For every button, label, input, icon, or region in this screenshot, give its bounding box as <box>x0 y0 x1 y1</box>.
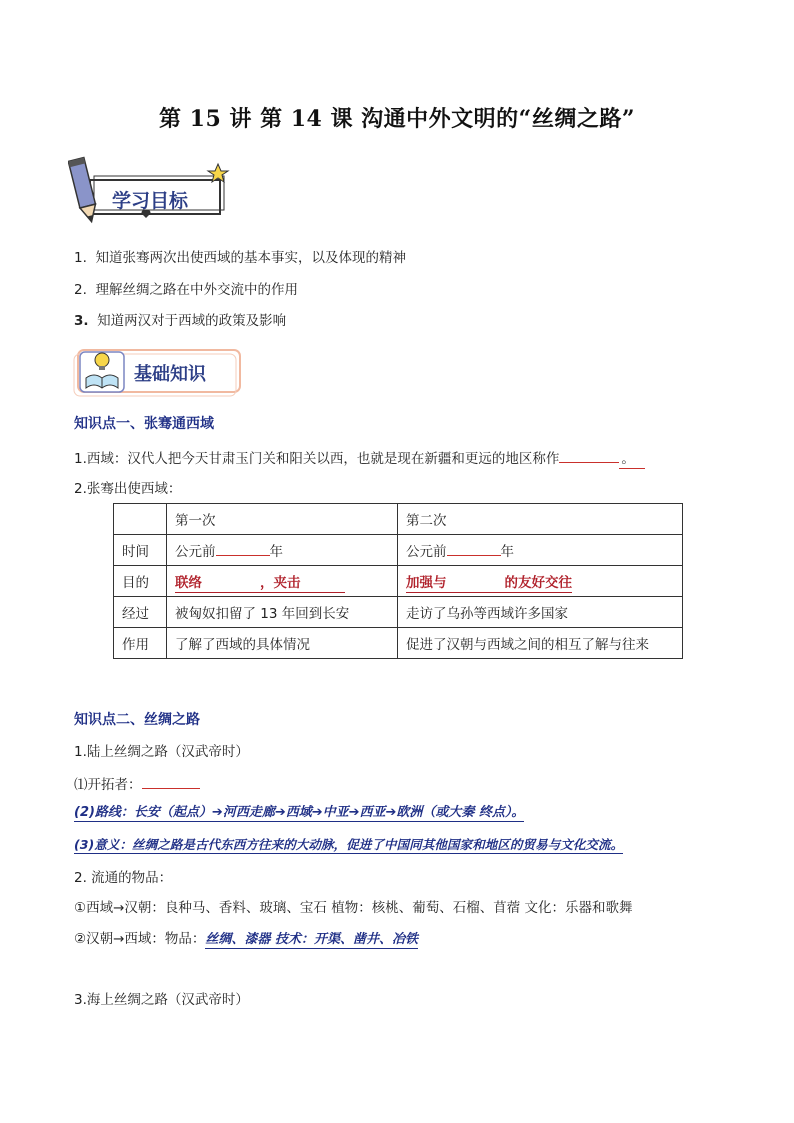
basic-knowledge-badge <box>72 346 244 398</box>
table-cell: 促进了汉朝与西域之间的相互了解与往来 <box>398 628 683 659</box>
table-cell: 加强与 的友好交往 <box>398 566 683 597</box>
table-cell: 联络 ，夹击 <box>167 566 398 597</box>
learning-goals-label: 学习目标 <box>112 190 189 212</box>
table-cell: 公元前 年 <box>398 535 683 566</box>
table-cell <box>114 504 167 535</box>
table-row <box>114 628 683 659</box>
k2-heading: 知识点二、丝绸之路 <box>74 712 200 728</box>
k1-heading: 知识点一、张骞通西域 <box>74 416 214 432</box>
table-cell: 了解了西域的具体情况 <box>167 628 398 659</box>
goal-item-1: 1. 知道张骞两次出使西域的基本事实，以及体现的精神 <box>74 250 406 266</box>
route-line: (2)路线：长安（起点）➔河西走廊➔西域➔中亚➔西亚➔欧洲（或大秦 终点）。 <box>74 805 525 820</box>
basic-knowledge-label: 基础知识 <box>134 364 206 385</box>
k1-item2: 2.张骞出使西域： <box>74 481 182 497</box>
table-row <box>114 597 683 628</box>
meaning-line: (3)意义：丝绸之路是古代东西方往来的大动脉，促进了中国同其他国家和地区的贸易与文化交流。 <box>74 837 624 852</box>
table-header: 第二次 <box>398 504 683 535</box>
answer-blank[interactable] <box>216 541 270 556</box>
zhang-qian-table <box>113 503 683 659</box>
row-label: 目的 <box>114 566 167 597</box>
table-cell: 公元前 年 <box>167 535 398 566</box>
goods-heading: 2. 流通的物品： <box>74 870 173 886</box>
answer-blank[interactable] <box>142 774 200 789</box>
land-silk-road: 1.陆上丝绸之路（汉武帝时） <box>74 744 249 760</box>
table-row <box>114 566 683 597</box>
table-cell: 被匈奴扣留了 13 年回到长安 <box>167 597 398 628</box>
page-title: 第 15 讲 第 14 课 沟通中外文明的“丝绸之路” <box>159 106 635 132</box>
table-header: 第一次 <box>167 504 398 535</box>
goal-item-3: 3. 知道两汉对于西域的政策及影响 <box>74 313 287 329</box>
han-to-west-line: ②汉朝→西域：物品：丝绸、漆器 技术：开渠、凿井、冶铁 <box>74 931 418 947</box>
west-to-han-line: ①西域→汉朝：良种马、香料、玻璃、宝石 植物：核桃、葡萄、石榴、苜蓿 文化：乐器和歌舞 <box>74 900 633 916</box>
sea-silk-road: 3.海上丝绸之路（汉武帝时） <box>74 992 249 1008</box>
learning-goals-badge <box>68 156 230 230</box>
table-cell: 走访了乌孙等西域许多国家 <box>398 597 683 628</box>
answer-blank[interactable] <box>559 448 619 463</box>
table-row <box>114 535 683 566</box>
answer-blank[interactable] <box>447 541 501 556</box>
row-label: 时间 <box>114 535 167 566</box>
k1-item1: 1.西域：汉代人把今天甘肃玉门关和阳关以西，也就是现在新疆和更远的地区称作 。 <box>74 448 645 468</box>
pioneer-line: ⑴开拓者： <box>74 774 200 794</box>
table-row <box>114 504 683 535</box>
goal-item-2: 2. 理解丝绸之路在中外交流中的作用 <box>74 282 298 298</box>
row-label: 作用 <box>114 628 167 659</box>
row-label: 经过 <box>114 597 167 628</box>
